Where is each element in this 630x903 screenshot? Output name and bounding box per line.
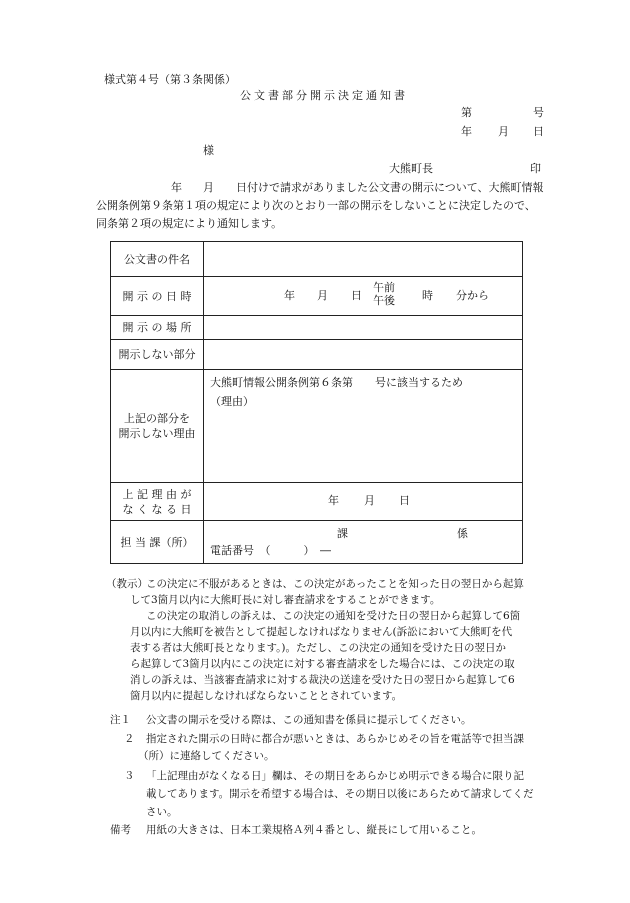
number-label: 第 <box>461 106 472 119</box>
intro-line1: 日付けで請求がありました公文書の開示について、大熊町情報 <box>236 181 544 194</box>
form-number: 様式第４号（第３条関係） <box>104 73 236 86</box>
end-year: 年 <box>328 494 339 507</box>
biko-text: 用紙の大きさは、日本工業規格Ａ列４番とし、縦長にして用いること。 <box>146 824 482 836</box>
kyoji-line-4: 月以内に大熊町を被告として提起しなければなりません(訴訟において大熊町を代 <box>130 626 513 638</box>
addressee-suffix: 様 <box>203 144 214 157</box>
dt-hour: 時 <box>422 289 433 302</box>
dept-ka: 課 <box>337 527 348 540</box>
biko-label: 備考 <box>110 824 131 836</box>
kyoji-line-8: 箇月以内に提起しなければならないこととされています。 <box>130 690 403 702</box>
dept-field <box>204 521 523 564</box>
reason-end-label <box>111 483 204 521</box>
row-reason-end-date <box>111 483 523 521</box>
reason-label <box>111 370 204 483</box>
row-document-name <box>111 242 523 277</box>
row-disclosure-place <box>111 316 523 340</box>
reason-field <box>204 370 523 483</box>
reason-line2: （理由） <box>210 395 254 408</box>
undisclosed-field <box>204 340 523 370</box>
kyoji-line-3: この決定の取消しの訴えは、この決定の通知を受けた日の翌日から起算して6箇 <box>146 610 521 622</box>
date-day: 日 <box>533 125 544 138</box>
number-suffix: 号 <box>533 106 544 119</box>
doc-name-field <box>204 242 523 277</box>
note2-line-2: （所）に連絡してください。 <box>138 750 275 762</box>
note1-label: 注１ <box>110 714 131 726</box>
intro-line2: 公開条例第９条第１項の規定により次のとおり一部の開示をしないことに決定したので、 <box>96 199 536 212</box>
date-year: 年 <box>461 125 472 138</box>
kyoji-line-5: 表する者は大熊町長となります。)。ただし、この決定の通知を受けた日の翌日か <box>130 642 507 654</box>
place-label: 開 示 の 場 所 <box>111 316 204 340</box>
dept-label: 担 当 課（所） <box>111 521 204 564</box>
note3-label: ３ <box>124 770 135 782</box>
note3-line-3: さい。 <box>146 806 178 818</box>
row-disclosure-datetime <box>111 277 523 316</box>
undisclosed-label: 開示しない部分 <box>111 340 204 370</box>
issuer: 大熊町長 <box>389 162 433 175</box>
disclosure-form-table <box>110 241 523 564</box>
date-month: 月 <box>498 125 509 138</box>
reason-end-label-line1: 上 記 理 由 が <box>122 487 192 501</box>
reason-end-label-line2: な く な る 日 <box>122 502 192 516</box>
kyoji-line-6: ら起算して3箇月以内にこの決定に対する審査請求をした場合には、この決定の取 <box>130 658 515 670</box>
reason-end-field <box>204 483 523 521</box>
kyoji-line-2: して3箇月以内に大熊町長に対し審査請求をすることができます。 <box>130 594 441 606</box>
kyoji-label: （教示） <box>106 578 148 590</box>
dept-phone: 電話番号 （ ） ― <box>210 544 331 557</box>
dt-day: 日 <box>351 289 362 302</box>
note3-line-1: 「上記理由がなくなる日」欄は、その期日をあらかじめ明示できる場合に限り記 <box>146 770 524 782</box>
dept-kakari: 係 <box>457 527 468 540</box>
datetime-field <box>204 277 523 316</box>
seal-mark: 印 <box>530 162 541 175</box>
note2-label: ２ <box>124 733 135 745</box>
row-department <box>111 521 523 564</box>
doc-name-label: 公文書の件名 <box>111 242 204 277</box>
dt-am: 午前 <box>373 281 395 294</box>
datetime-label: 開 示 の 日 時 <box>111 277 204 316</box>
intro-month: 月 <box>203 181 214 194</box>
kyoji-line-1: この決定に不服があるときは、この決定があったことを知った日の翌日から起算 <box>146 578 524 590</box>
note1-text: 公文書の開示を受ける際は、この通知書を係員に提示してください。 <box>146 714 472 726</box>
row-undisclosed-part <box>111 340 523 370</box>
end-month: 月 <box>364 494 375 507</box>
note3-line-2: 載してあります。開示を希望する場合は、その期日以後にあらためて請求してくだ <box>146 788 534 800</box>
end-day: 日 <box>399 494 410 507</box>
place-field <box>204 316 523 340</box>
row-nondisclosure-reason <box>111 370 523 483</box>
intro-line3: 同条第２項の規定により通知します。 <box>96 217 283 230</box>
dt-minute-from: 分から <box>456 289 489 302</box>
dt-month: 月 <box>317 289 328 302</box>
dt-pm: 午後 <box>373 294 395 307</box>
intro-year: 年 <box>171 181 182 194</box>
dt-year: 年 <box>284 289 295 302</box>
kyoji-line-7: 消しの訴えは、当該審査請求に対する裁決の送達を受けた日の翌日から起算して6 <box>130 674 515 686</box>
reason-label-line1: 上記の部分を <box>124 412 190 425</box>
document-title: 公文書部分開示決定通知書 <box>240 89 408 102</box>
reason-line1: 大熊町情報公開条例第６条第 号に該当するため <box>210 376 463 389</box>
note2-line-1: 指定された開示の日時に都合が悪いときは、あらかじめその旨を電話等で担当課 <box>146 733 524 745</box>
reason-label-line2: 開示しない理由 <box>118 427 196 440</box>
